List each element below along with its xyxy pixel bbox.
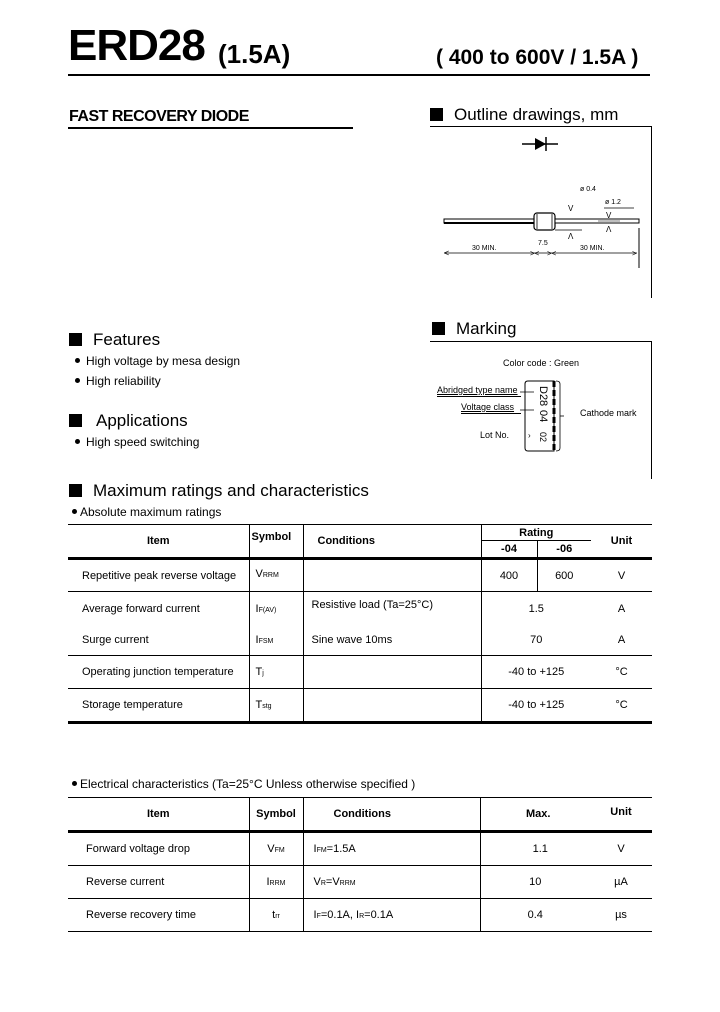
svg-text:><: >< xyxy=(530,249,540,258)
square-bullet-icon xyxy=(432,322,445,335)
table-row xyxy=(68,592,652,626)
svg-text:›: › xyxy=(528,431,531,440)
row-conditions xyxy=(303,656,481,689)
svg-text:Λ: Λ xyxy=(568,232,574,241)
voltage-class-label: Voltage class xyxy=(461,402,515,412)
square-bullet-icon xyxy=(69,333,82,346)
body-type-text: D28 xyxy=(537,386,549,407)
bullet-dot-icon xyxy=(72,509,77,514)
features-heading-text: Features xyxy=(93,330,161,349)
row-max: 1.1 xyxy=(480,832,590,866)
row-unit: µA xyxy=(614,876,628,888)
row-unit: V xyxy=(617,843,625,855)
row-rating: -40 to +125 xyxy=(481,656,591,689)
cond-main: V xyxy=(313,876,321,888)
row-symbol xyxy=(249,899,303,932)
row-rating: 70 xyxy=(481,625,591,656)
table-row xyxy=(68,899,652,932)
abs-max-label xyxy=(72,505,221,519)
cond-rest2: =0.1A xyxy=(364,909,394,921)
abridged-type-label: Abridged type name xyxy=(437,385,518,395)
table-row xyxy=(68,625,652,656)
abridged-type-leader xyxy=(437,396,521,397)
svg-text:Λ: Λ xyxy=(606,225,612,234)
row-item: Forward voltage drop xyxy=(86,843,190,855)
row-conditions xyxy=(303,832,480,866)
square-bullet-icon xyxy=(430,108,443,121)
bullet-dot-icon xyxy=(75,358,80,363)
device-type: FAST RECOVERY DIODE xyxy=(69,108,249,125)
col-symbol: Symbol xyxy=(249,798,303,832)
row-unit: °C xyxy=(615,666,628,678)
ratings-heading xyxy=(69,481,369,501)
color-code: Color code : Green xyxy=(503,358,580,368)
row-conditions: Sine wave 10ms xyxy=(303,625,481,656)
diode-symbol-icon xyxy=(522,137,558,151)
col-rating-06: -06 xyxy=(537,541,591,559)
col-item: Item xyxy=(146,808,170,820)
cond-rest: =0.1A, I xyxy=(320,909,360,921)
body-voltage-text: 04 xyxy=(537,410,549,423)
symbol-sub: F(AV) xyxy=(258,606,277,614)
row-conditions xyxy=(303,866,480,899)
symbol-sub: rr xyxy=(275,913,280,920)
cond-sub: R xyxy=(320,880,326,887)
row-item: Surge current xyxy=(82,634,149,646)
voltage-class-leader xyxy=(461,413,521,414)
cond-sub: F xyxy=(316,913,321,920)
marking-box-top xyxy=(430,341,652,342)
cond-main: I xyxy=(313,843,317,855)
row-item: Storage temperature xyxy=(82,699,183,711)
feature-text: High reliability xyxy=(86,374,161,388)
symbol-sub: j xyxy=(262,670,264,677)
symbol-main: I xyxy=(255,634,259,646)
right-lead-length: 30 MIN. xyxy=(580,245,605,252)
outline-box-top xyxy=(430,126,652,127)
body-lot-text: 02 xyxy=(538,432,548,443)
row-symbol xyxy=(249,592,303,626)
lot-number-label: Lot No. xyxy=(480,430,510,440)
feature-text: High voltage by mesa design xyxy=(86,354,241,368)
outline-heading xyxy=(430,105,618,125)
feature-item xyxy=(75,354,240,368)
col-rating: Rating xyxy=(481,525,591,541)
marking-box-right xyxy=(651,341,652,479)
table-row xyxy=(68,689,652,723)
cond-rest: =1.5A xyxy=(326,843,356,855)
row-rating: -40 to +125 xyxy=(481,689,591,723)
row-symbol xyxy=(249,689,303,723)
col-unit: Unit xyxy=(610,806,632,818)
symbol-main: V xyxy=(267,843,275,855)
electrical-characteristics-table xyxy=(68,797,652,932)
symbol-main: I xyxy=(266,876,270,888)
symbol-sub: stg xyxy=(262,703,272,710)
marking-heading xyxy=(432,319,516,339)
cond-sub2: R xyxy=(359,913,365,920)
svg-text:V: V xyxy=(568,204,574,213)
col-item: Item xyxy=(146,535,170,547)
symbol-main: T xyxy=(255,699,263,711)
table-row xyxy=(68,559,652,592)
row-item: Operating junction temperature xyxy=(82,666,234,678)
row-unit: µs xyxy=(615,909,627,921)
ratings-heading-text: Maximum ratings and characteristics xyxy=(93,481,369,500)
row-item: Reverse current xyxy=(86,876,165,888)
col-max: Max. xyxy=(480,798,590,832)
row-symbol xyxy=(249,625,303,656)
col-conditions: Conditions xyxy=(303,798,480,832)
symbol-main: V xyxy=(255,568,263,580)
svg-text:>: > xyxy=(632,249,637,258)
bullet-dot-icon xyxy=(75,378,80,383)
cond-sub2: RRM xyxy=(339,880,356,887)
row-unit: A xyxy=(617,602,626,615)
symbol-main: t xyxy=(272,909,276,921)
row-conditions xyxy=(303,559,481,592)
cathode-mark-label: Cathode mark xyxy=(580,408,637,418)
cond-sub: FM xyxy=(316,847,327,854)
bullet-dot-icon xyxy=(75,439,80,444)
body-length: 7.5 xyxy=(538,240,548,247)
diode-outline-drawing xyxy=(430,128,652,298)
cond-main: I xyxy=(313,909,317,921)
abs-max-label-text: Absolute maximum ratings xyxy=(80,505,222,519)
symbol-sub: FSM xyxy=(258,638,274,645)
row-rating-04: 400 xyxy=(481,559,537,592)
applications-heading-text: Applications xyxy=(96,411,188,430)
square-bullet-icon xyxy=(69,484,82,497)
table-row xyxy=(68,656,652,689)
row-item: Average forward current xyxy=(82,602,200,615)
left-lead-length: 30 MIN. xyxy=(472,245,497,252)
row-conditions xyxy=(303,899,480,932)
col-symbol: Symbol xyxy=(249,525,303,559)
symbol-main: T xyxy=(255,666,263,678)
feature-item xyxy=(75,374,161,388)
row-item: Reverse recovery time xyxy=(86,909,197,921)
current-rating: (1.5A) xyxy=(218,39,291,69)
lead-diameter-dim: ø 0.4 xyxy=(580,186,596,193)
electrical-label-text: Electrical characteristics (Ta=25°C Unless otherwise specified ) xyxy=(80,777,416,791)
outline-heading-text: Outline drawings, mm xyxy=(454,105,619,124)
application-text: High speed switching xyxy=(86,435,200,449)
svg-text:V: V xyxy=(606,211,612,220)
symbol-sub: RRM xyxy=(262,572,279,579)
applications-heading xyxy=(69,411,188,431)
body-diameter-dim: ø 1.2 xyxy=(605,199,621,206)
row-unit: V xyxy=(617,569,626,582)
row-symbol xyxy=(249,656,303,689)
row-conditions: Resistive load (Ta=25°C) xyxy=(303,592,481,626)
row-symbol xyxy=(249,559,303,592)
table-row xyxy=(68,832,652,866)
square-bullet-icon xyxy=(69,414,82,427)
table-row xyxy=(68,866,652,899)
row-rating: 1.5 xyxy=(481,592,591,626)
bullet-dot-icon xyxy=(72,781,77,786)
electrical-label xyxy=(72,777,415,791)
row-item: Repetitive peak reverse voltage xyxy=(82,569,237,582)
row-symbol xyxy=(249,866,303,899)
col-unit: Unit xyxy=(610,535,633,547)
row-unit: A xyxy=(617,634,626,646)
cond-rest: =V xyxy=(325,876,340,888)
features-heading xyxy=(69,330,160,350)
row-conditions xyxy=(303,689,481,723)
col-conditions: Conditions xyxy=(303,525,481,559)
header-divider xyxy=(68,74,650,76)
row-max: 0.4 xyxy=(480,899,590,932)
svg-text:<: < xyxy=(444,248,450,258)
marking-heading-text: Marking xyxy=(456,319,517,338)
symbol-sub: RRM xyxy=(269,880,286,887)
part-number-title: ERD28 xyxy=(68,21,205,70)
device-type-underline xyxy=(68,127,353,129)
symbol-main: I xyxy=(255,602,259,615)
application-item xyxy=(75,435,199,449)
col-rating-04: -04 xyxy=(481,541,537,559)
absolute-max-ratings-table xyxy=(68,524,652,724)
svg-text:><: >< xyxy=(547,249,557,258)
row-max: 10 xyxy=(480,866,590,899)
row-unit: °C xyxy=(615,699,628,711)
marking-body-drawing xyxy=(520,380,570,460)
voltage-current-range: ( 400 to 600V / 1.5A ) xyxy=(436,46,639,69)
row-symbol xyxy=(249,832,303,866)
row-rating-06: 600 xyxy=(537,559,591,592)
symbol-sub: FM xyxy=(274,847,285,854)
